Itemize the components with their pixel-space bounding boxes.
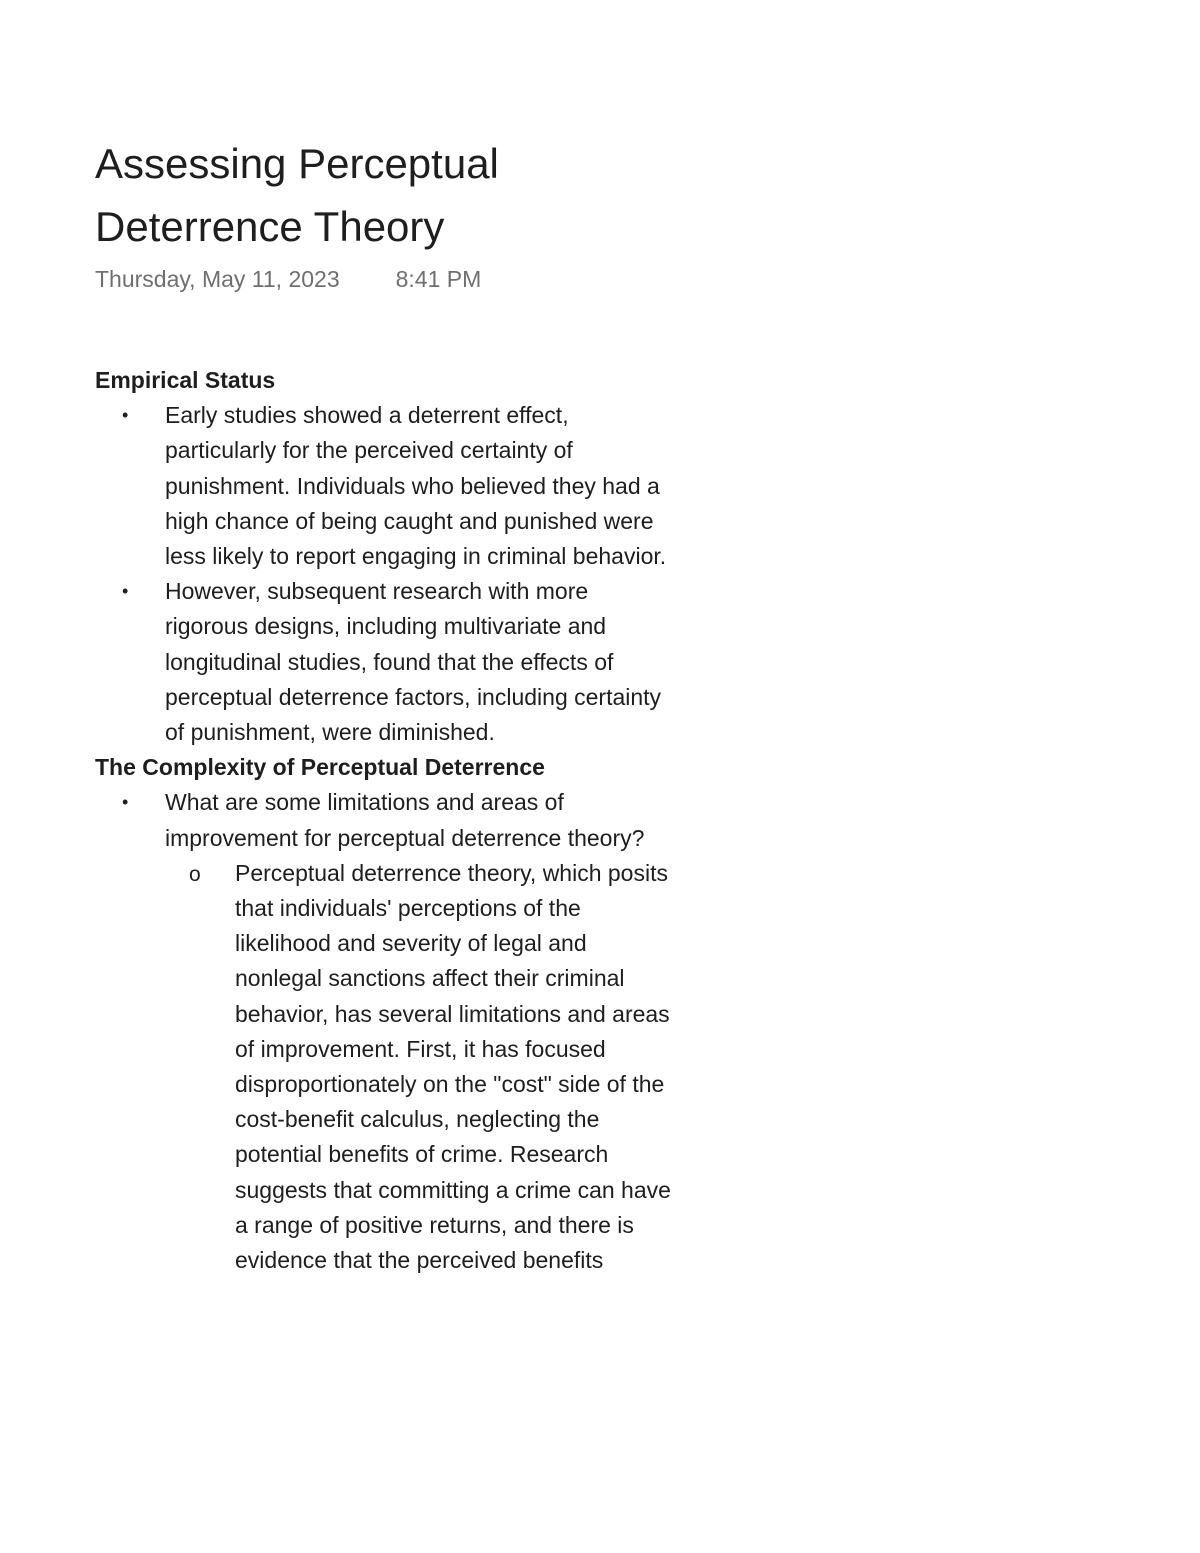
bullet-icon: •	[122, 581, 129, 602]
bullet-list	[95, 785, 675, 1278]
sub-list-item-text: Perceptual deterrence theory, which posits that individuals' perceptions of the likelihood and severity of legal and nonlegal sanctions affect their criminal behavior, has several limitations and areas of improvement. First, it has focused disproportionately on the "cost" side of the cost-benefit calculus, neglecting the potential benefits of crime. Research suggests that committing a crime can have a range of positive returns, and there is evidence that the perceived benefits	[235, 859, 671, 1274]
section-heading: Empirical Status	[95, 367, 276, 393]
date-label: Thursday, May 11, 2023	[95, 266, 340, 292]
list-item	[95, 398, 675, 574]
list-item-text: Early studies showed a deterrent effect, particularly for the perceived certainty of punishment. Individuals who believed they had a high chance of being caught and punished were less likely to report engaging in criminal behavior.	[165, 402, 667, 570]
list-item	[95, 785, 675, 1278]
timestamp	[95, 264, 481, 294]
list-item	[95, 574, 675, 750]
list-item-text: What are some limitations and areas of improvement for perceptual deterrence theory?	[165, 789, 645, 851]
bullet-list	[95, 398, 675, 750]
sub-list-item	[165, 856, 675, 1278]
time-label: 8:41 PM	[395, 266, 482, 292]
section-heading: The Complexity of Perceptual Deterrence	[95, 754, 545, 781]
circle-bullet-icon: o	[189, 862, 201, 886]
list-item-text: However, subsequent research with more rigorous designs, including multivariate and longitudinal studies, found that the effects of perceptual deterrence factors, including certainty of punishment, were diminished.	[165, 578, 662, 746]
bullet-icon: •	[122, 405, 129, 426]
page-title: Assessing Perceptual Deterrence Theory	[95, 140, 499, 250]
note-body	[95, 363, 675, 1435]
bullet-icon: •	[122, 792, 129, 813]
sub-bullet-list	[165, 856, 675, 1278]
